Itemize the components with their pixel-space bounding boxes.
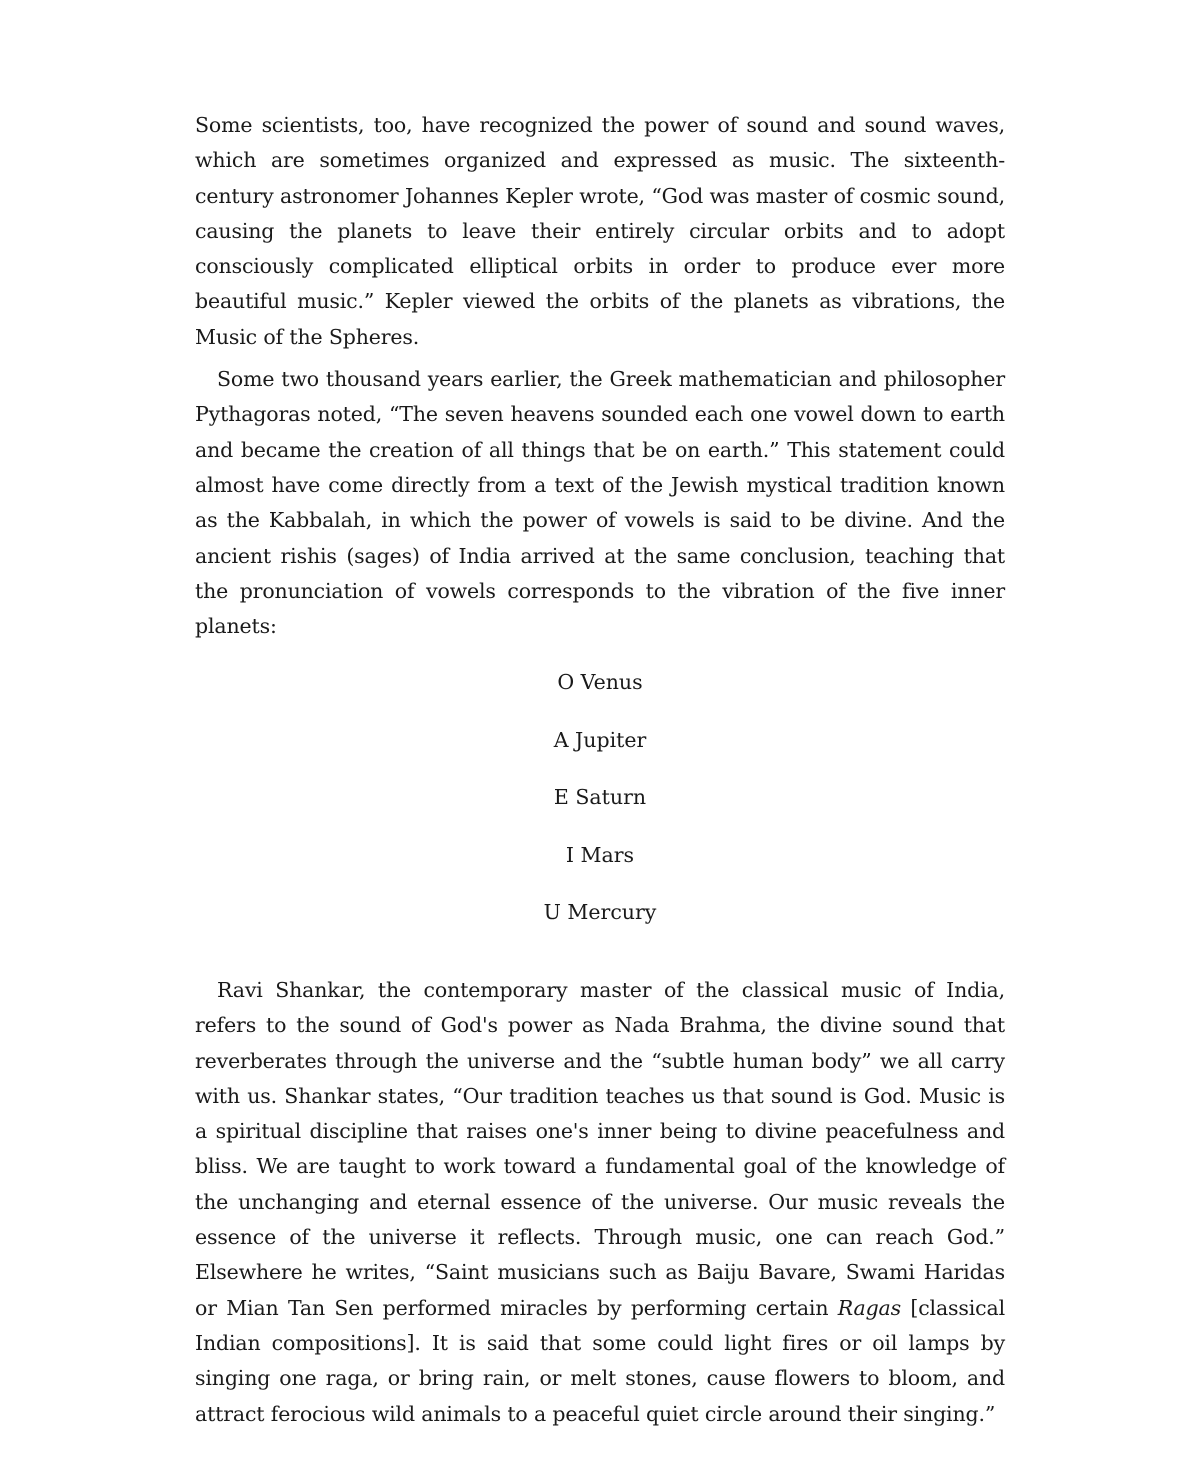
page-body — [195, 108, 1005, 1432]
vowel-planet-list — [195, 665, 1005, 953]
vowel-planet-item: E Saturn — [553, 785, 647, 810]
paragraph-pythagoras: Some two thousand years earlier, the Greek mathematician and philosopher Pythagoras noted, “The seven heavens sounded each one vowel down to earth and became the creation of all things that be on earth.” This statement could almost have come directly from a text of the Jewish mystical tradition known as the Kabbalah, in which the power of vowels is said to be divine. And the ancient rishis (sages) of India arrived at the same conclusion, teaching that the pronunciation of vowels corresponds to the vibration of the five inner planets: — [195, 367, 1005, 639]
paragraph-shankar — [195, 973, 1005, 1432]
ragas-italic-term: Ragas — [837, 1295, 901, 1320]
paragraph-shankar-text-a: Ravi Shankar, the contemporary master of the classical music of India, refers to the sound of God's power as Nada Brahma, the divine sound that reverberates through the universe and the “subtle human body” we all carry with us. Shankar states, “Our tradition teaches us that sound is God. Music is a spiritual discipline that raises one's inner being to divine peacefulness and bliss. We are taught to work toward a fundamental goal of the knowledge of the unchanging and eternal essence of the universe. Our music reveals the essence of the universe it reflects. Through music, one can reach God.” Elsewhere he writes, “Saint musicians such as Baiju Bavare, Swami Haridas or Mian Tan Sen performed miracles by performing certain — [195, 977, 1005, 1320]
paragraph-shankar-text-b: [classical Indian compositions]. It is said that some could light fires or oil lamps by singing one raga, or bring rain, or melt stones, cause flowers to bloom, and attract ferocious wild animals to a peaceful quiet circle around their singing.” — [195, 1295, 1005, 1426]
vowel-planet-item: A Jupiter — [553, 727, 647, 752]
vowel-planet-item: U Mercury — [543, 900, 657, 925]
vowel-planet-item: I Mars — [565, 842, 635, 867]
paragraph-kepler: Some scientists, too, have recognized the power of sound and sound waves, which are sometimes organized and expressed as music. The sixteenth-century astronomer Johannes Kepler wrote, “God was master of cosmic sound, causing the planets to leave their entirely circular orbits and to adopt consciously complicated elliptical orbits in order to produce ever more beautiful music.” Kepler viewed the orbits of the planets as vibrations, the Music of the Spheres. — [195, 113, 1005, 349]
vowel-planet-item: O Venus — [557, 670, 643, 695]
